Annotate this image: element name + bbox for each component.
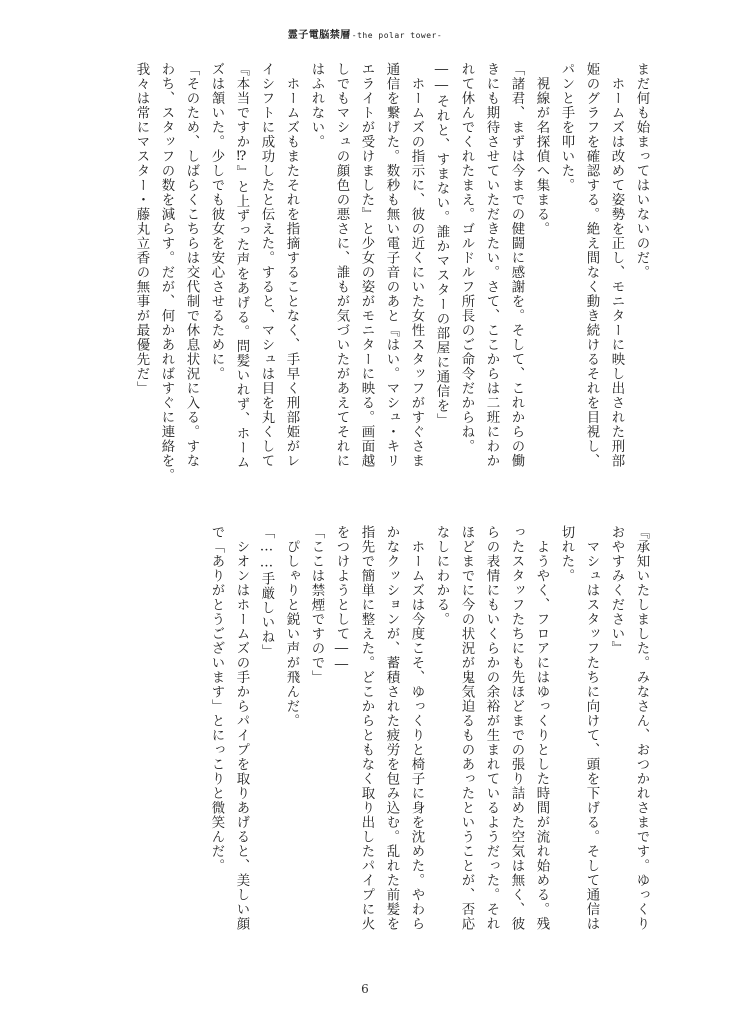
page-number: 6 [361,982,369,996]
text-line: 「ここは禁煙ですので」 [309,525,324,685]
text-line: 「……手厳しいね」 [259,525,274,659]
text-line: 「諸君、まずは今までの健闘に感謝を。そして、これからの働 [509,62,524,468]
text-column-top [129,62,654,502]
text-line: 姫のグラフを確認する。絶え間なく動き続けるそれを目視し、 [584,62,599,468]
text-line: しでもマシュの顔色の悪さに、誰もが気づいたがあえてそれに [334,62,349,468]
text-line: らの表情にもいくらかの余裕が生まれているようだった。それ [484,525,499,931]
text-line: わち、スタッフの数を減らす。だが、何かあればすぐに連絡を。 [159,62,174,483]
text-line: ぴしゃりと鋭い声が飛んだ。 [284,525,299,728]
text-line: をつけようとして―― [334,525,349,674]
text-line: まだ何も始まってはいないのだ。 [634,62,649,280]
text-line: ホームズは改めて姿勢を正し、モニターに映し出された刑部 [609,62,624,468]
text-line: 我々は常にマスター・藤丸立香の無事が最優先だ」 [134,62,149,396]
text-line: れて休んでくれたまえ。ゴルドルフ所長のご命令だからね。 [459,62,474,454]
text-column-bottom [204,525,654,965]
running-header [0,26,730,41]
text-line: ホームズは今度こそ、ゆっくりと椅子に身を沈めた。やわら [409,525,424,931]
text-line: ほどまでに今の状況が鬼気迫るものあったということが、否応 [459,525,474,931]
text-line: ズは頷いた。少しでも彼女を安心させるために。 [209,62,224,381]
text-line: はふれない。 [309,62,324,149]
text-line: エライトが受けました』と少女の姿がモニターに映る。画面越 [359,62,374,468]
text-line: ホームズもまたそれを指摘することなく、手早く刑部姫がレ [284,62,299,468]
text-line: 指先で簡単に整えた。どこからともなく取り出したパイプに火 [359,525,374,931]
text-line: 切れた。 [559,525,574,583]
text-line: イシフトに成功したと伝えた。すると、マシュは目を丸くして [259,62,274,468]
book-subtitle: -the polar tower- [351,31,443,40]
text-line: 通信を繋げた。数秒も無い電子音のあと『はい。マシュ・キリ [384,62,399,468]
text-line: おやすみください』 [609,525,624,656]
text-line: ようやく、フロアにはゆっくりとした時間が流れ始める。残 [534,525,549,931]
text-line: ホームズの指示に、彼の近くにいた女性スタッフがすぐさま [409,62,424,468]
text-line: マシュはスタッフたちに向けて、頭を下げる。そして通信は [584,525,599,931]
text-line: かなクッションが、蓄積された疲労を包み込む。乱れた前髪を [384,525,399,931]
text-line: シオンはホームズの手からパイプを取りあげると、美しい顔 [234,525,249,931]
text-line: 『承知いたしました。みなさん、おつかれさまです。ゆっくり [634,525,649,931]
book-title: 霊子電脳禁層 [287,30,351,41]
text-line: 視線が名探偵へ集まる。 [534,62,549,236]
text-line: ――それと、すまない。誰かマスターの部屋に通信を」 [434,62,449,428]
text-line: で「ありがとうございます」とにっこりと微笑んだ。 [209,525,224,873]
text-line: きにも期待させていただきたい。さて、ここからは二班にわか [484,62,499,468]
text-line: ったスタッフたちにも先ほどまでの張り詰めた空気は無く、彼 [509,525,524,931]
text-line: 「そのため、しばらくこちらは交代制で休息状況に入る。すな [184,62,199,468]
text-line: 『本当ですか⁉』と上ずった声をあげる。問髪いれず、ホーム [234,62,249,470]
text-line: パンと手を叩いた。 [559,62,574,193]
text-line: なしにわかる。 [434,525,449,627]
